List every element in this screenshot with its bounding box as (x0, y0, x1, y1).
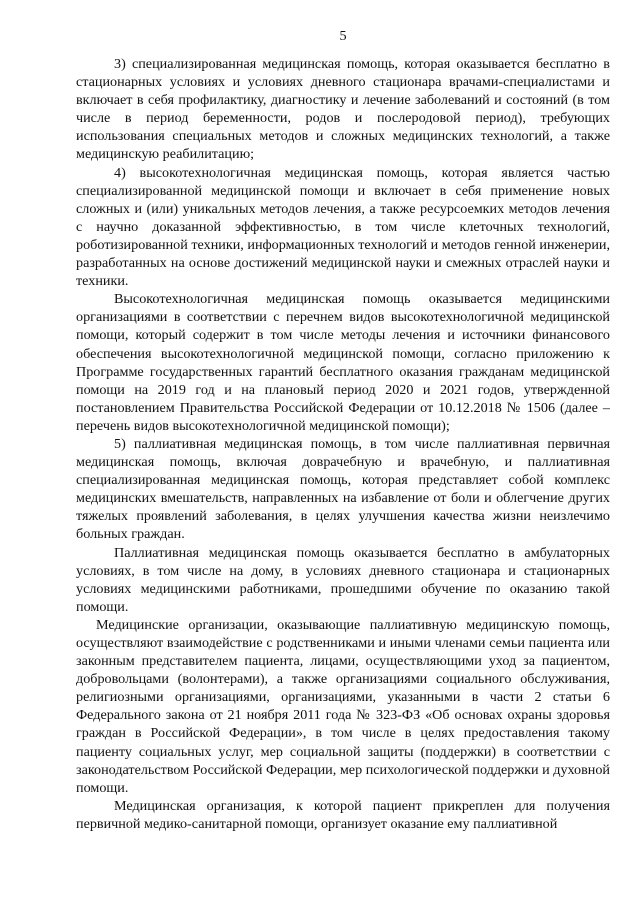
paragraph-palliative-care: 5) паллиативная медицинская помощь, в том числе паллиативная первичная медицинская помощь, включая доврачебную и врачебную, и паллиативная специализированная медицинская помощь, которая представляет собой комплекс медицинских вмешательств, направленных на избавление от боли и облегчение других тяжелых проявлений заболевания, в целях улучшения качества жизни неизлечимо больных граждан. (76, 435, 610, 543)
paragraph-attached-organization: Медицинская организация, к которой пациент прикреплен для получения первичной медико-санитарной помощи, организует оказание ему паллиативной (76, 797, 610, 832)
paragraph-palliative-conditions: Паллиативная медицинская помощь оказывается бесплатно в амбулаторных условиях, в том числе на дому, в условиях дневного стационара и стационарных условиях медицинскими работниками, прошедшими обучение по оказанию такой помощи. (76, 544, 610, 615)
paragraph-high-tech-organizations: Высокотехнологичная медицинская помощь оказывается медицинскими организациями в соответствии с перечнем видов высокотехнологичной медицинской помощи, который содержит в том числе методы лечения и источники финансового обеспечения высокотехнологичной медицинской помощи, согласно приложению к Программе государственных гарантий бесплатного оказания гражданам медицинской помощи на 2019 год и на плановый период 2020 и 2021 годов, утвержденной постановлением Правительства Российской Федерации от 10.12.2018 № 1506 (далее – перечень видов высокотехнологичной медицинской помощи); (76, 291, 610, 434)
page-number: 5 (339, 28, 347, 44)
document-page (76, 26, 610, 833)
paragraph-high-tech-care: 4) высокотехнологичная медицинская помощь, которая является частью специализированной медицинской помощи и включает в себя применение новых сложных и (или) уникальных методов лечения, а также ресурсоемких методов лечения с научно доказанной эффективностью, в том числе клеточных технологий, роботизированной техники, информационных технологий и методов генной инженерии, разработанных на основе достижений медицинской науки и смежных отраслей науки и техники. (76, 164, 610, 290)
paragraph-palliative-organizations: Медицинские организации, оказывающие паллиативную медицинскую помощь, осуществляют взаимодействие с родственниками и иными членами семьи пациента или законным представителем пациента, лицами, осуществляющими уход за пациентом, добровольцами (волонтерами), а также организациями социального обслуживания, религиозными организациями, организациями, указанными в части 2 статьи 6 Федерального закона от 21 ноября 2011 года № 323-ФЗ «Об основах охраны здоровья граждан в Российской Федерации», в том числе в целях предоставления такому пациенту социальных услуг, мер социальной защиты (поддержки) в соответствии с законодательством Российской Федерации, мер психологической поддержки и духовной помощи. (76, 616, 610, 796)
paragraph-specialized-care: 3) специализированная медицинская помощь, которая оказывается бесплатно в стационарных условиях и условиях дневного стационара врачами-специалистами и включает в себя профилактику, диагностику и лечение заболеваний и состояний (в том числе в период беременности, родов и послеродовой период), требующих использования специальных методов и сложных медицинских технологий, а также медицинскую реабилитацию; (76, 56, 610, 163)
